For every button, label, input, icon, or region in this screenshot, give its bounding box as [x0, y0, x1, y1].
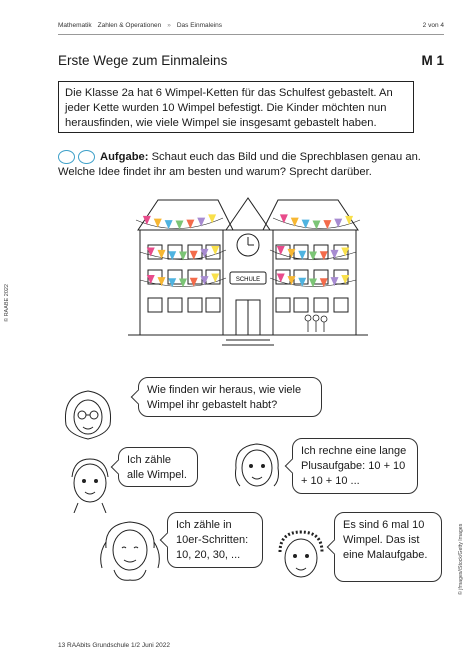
pennant-flag [179, 279, 187, 288]
speech-bubble-child2: Ich rechne eine lange Plusaufgabe: 10 + 10 + 10 + 10 ... [292, 438, 418, 494]
boy-curly-face-icon [272, 528, 330, 586]
breadcrumb-unit: Das Einmaleins [176, 22, 223, 29]
speech-bubble-child1: Ich zähle alle Wimpel. [118, 447, 198, 487]
pennant-flag [280, 214, 288, 223]
task-label: Aufgabe: [100, 151, 149, 163]
center-roof [226, 198, 270, 230]
school-illustration [118, 190, 378, 358]
pennant-flag [197, 218, 205, 227]
breadcrumb-topic: Zahlen & Operationen [97, 22, 162, 29]
speech-bubble-child3: Ich zähle in 10er-Schritten: 10, 20, 30, ... [167, 512, 263, 568]
side-copyright: © RAABE 2022 [4, 284, 10, 322]
pennant-flag [158, 277, 166, 286]
pennant-flag [291, 218, 299, 227]
page-title: Erste Wege zum Einmaleins [58, 53, 228, 68]
school-sign-text: SCHULE [235, 277, 261, 283]
side-image-credit: © jfmages/iStock/Getty Images [458, 523, 464, 595]
boy-face-icon [64, 455, 116, 513]
task-instruction-line2: Welche Idee findet ihr am besten und warum? Sprecht darüber. [58, 166, 372, 178]
footer: 13 RAAbits Grundschule 1/2 Juni 2022 [58, 642, 171, 649]
header-divider [58, 34, 444, 35]
breadcrumb-separator: » [167, 22, 171, 29]
breadcrumb [58, 22, 222, 29]
pennant-flag [331, 250, 339, 259]
pennant-flag [309, 279, 317, 288]
children-figures [305, 315, 327, 332]
page-number: 2 von 4 [422, 22, 444, 29]
intro-box: Die Klasse 2a hat 6 Wimpel-Ketten für das Schulfest gebastelt. An jeder Kette wurden 10 Wimpel befestigt. Die Kinder möchten nun herausfinden, wie viele Wimpel sie insgesamt gebastelt haben. [58, 81, 414, 133]
speech-bubble-child4: Es sind 6 mal 10 Wimpel. Das ist eine Malaufgabe. [334, 512, 442, 582]
speech-bubble-teacher: Wie finden wir heraus, wie viele Wimpel ihr gebastelt habt? [138, 377, 322, 417]
pennant-flag [331, 277, 339, 286]
task-text: Schaut euch das Bild und die Sprechblasen genau an. [151, 151, 421, 163]
teacher-face-icon [58, 385, 118, 445]
speech-bubble-icon [78, 150, 95, 164]
task-instruction-line1 [100, 150, 430, 165]
breadcrumb-subject: Mathematik [58, 22, 92, 29]
pennant-flag [208, 214, 216, 223]
speaking-children-icon [58, 150, 75, 164]
girl-pigtails-face-icon [92, 518, 168, 588]
curly-hair-girl-face-icon [230, 440, 284, 498]
material-code: M 1 [421, 53, 444, 68]
pennant-flag [158, 250, 166, 259]
task-icons [58, 150, 95, 164]
